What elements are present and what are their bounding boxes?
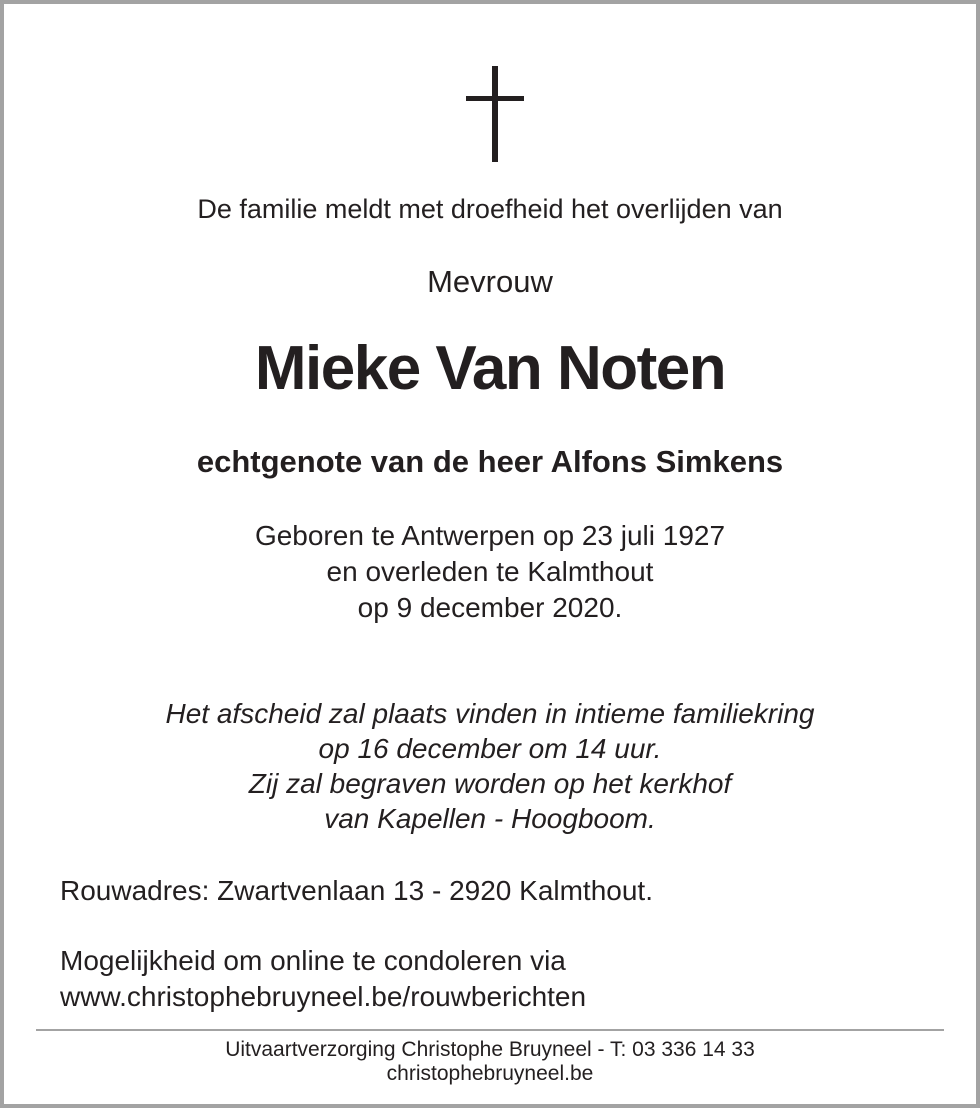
- death-date-line: op 9 december 2020.: [357, 592, 623, 623]
- footer-divider: [36, 1029, 944, 1031]
- spouse-line: echtgenote van de heer Alfons Simkens: [196, 444, 784, 479]
- funeral-home-line: Uitvaartverzorging Christophe Bruyneel - T: 03 336 14 33: [225, 1038, 755, 1061]
- footer: [0, 1038, 980, 1086]
- condolence-link[interactable]: www.christophebruyneel.be/rouwberichten: [60, 981, 587, 1012]
- mourning-address: Rouwadres: Zwartvenlaan 13 - 2920 Kalmthout.: [60, 875, 653, 906]
- ceremony-line: op 16 december om 14 uur.: [318, 733, 662, 764]
- ceremony-line: Het afscheid zal plaats vinden in intieme familiekring: [165, 698, 815, 729]
- funeral-home-website[interactable]: christophebruyneel.be: [386, 1062, 594, 1085]
- online-condolence-text: Mogelijkheid om online te condoleren via: [60, 945, 566, 976]
- birth-death-block: [0, 518, 980, 626]
- ceremony-block: [0, 696, 980, 836]
- ceremony-line: Zij zal begraven worden op het kerkhof: [248, 768, 732, 799]
- death-place-line: en overleden te Kalmthout: [326, 556, 654, 587]
- intro-text: De familie meldt met droefheid het overlijden van: [197, 194, 783, 224]
- online-condolence-block: [60, 943, 586, 1015]
- deceased-name: Mieke Van Noten: [254, 334, 726, 403]
- cross-icon: [466, 66, 524, 162]
- birth-line: Geboren te Antwerpen op 23 juli 1927: [254, 520, 726, 551]
- salutation: Mevrouw: [427, 264, 553, 299]
- ceremony-line: van Kapellen - Hoogboom.: [324, 803, 656, 834]
